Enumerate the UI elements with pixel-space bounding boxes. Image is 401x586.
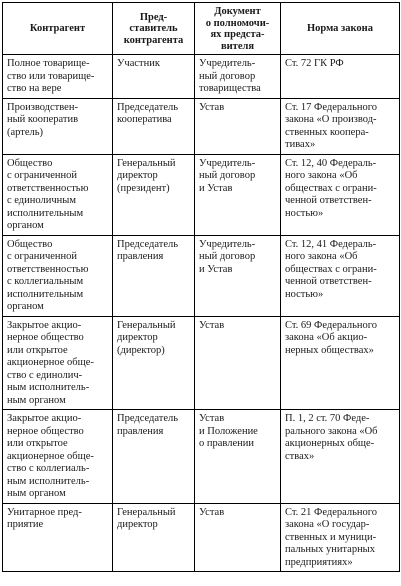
- header-legal-norm: Норма закона: [281, 3, 400, 55]
- header-authority-document: Документ о полномочи- ях предста- вителя: [195, 3, 281, 55]
- cell-norm: Ст. 69 Федерального закона «Об акцио- нерных обществах»: [281, 316, 400, 410]
- cell-norm: Ст. 21 Федерального закона «О государ- ственных и муници- пальных унитарных предприятиях»: [281, 503, 400, 572]
- cell-counterparty: Закрытое акцио- нерное общество или открытое акционерное обще- ство с коллегиаль- ным исполнитель- ным органом: [3, 410, 113, 504]
- table-row: [3, 55, 400, 99]
- cell-document: Устав: [195, 503, 281, 572]
- cell-representative: Генеральный директор (директор): [113, 316, 195, 410]
- cell-document: Учредитель- ный договор и Устав: [195, 235, 281, 316]
- cell-representative: Председатель правления: [113, 235, 195, 316]
- cell-counterparty: Унитарное пред- приятие: [3, 503, 113, 572]
- cell-representative: Генеральный директор: [113, 503, 195, 572]
- table-row: [3, 98, 400, 154]
- cell-norm: Ст. 12, 41 Федераль- ного закона «Об обществах с ограни- ченной ответствен- ностью»: [281, 235, 400, 316]
- table-header-row: [3, 3, 400, 55]
- table-row: [3, 235, 400, 316]
- table-row: [3, 503, 400, 572]
- cell-representative: Председатель правления: [113, 410, 195, 504]
- cell-document: Устав: [195, 98, 281, 154]
- cell-representative: Генеральный директор (президент): [113, 154, 195, 235]
- cell-counterparty: Общество с ограниченной ответственностью с коллегиальным исполнительным органом: [3, 235, 113, 316]
- cell-norm: Ст. 72 ГК РФ: [281, 55, 400, 99]
- cell-representative: Участник: [113, 55, 195, 99]
- cell-representative: Председатель кооператива: [113, 98, 195, 154]
- cell-document: Устав и Положение о правлении: [195, 410, 281, 504]
- cell-counterparty: Полное товарище- ство или товарище- ство на вере: [3, 55, 113, 99]
- header-representative: Пред- ставитель контрагента: [113, 3, 195, 55]
- cell-counterparty: Закрытое акцио- нерное общество или открытое акционерное обще- ство с единолич- ным исполнитель- ным органом: [3, 316, 113, 410]
- table-row: [3, 154, 400, 235]
- cell-norm: Ст. 17 Федерального закона «О производ- ственных коопера- тивах»: [281, 98, 400, 154]
- cell-counterparty: Производствен- ный кооператив (артель): [3, 98, 113, 154]
- representatives-table: [2, 2, 400, 572]
- table-row: [3, 316, 400, 410]
- table-row: [3, 410, 400, 504]
- cell-document: Устав: [195, 316, 281, 410]
- cell-counterparty: Общество с ограниченной ответственностью с единоличным исполнительным органом: [3, 154, 113, 235]
- cell-norm: П. 1, 2 ст. 70 Феде- рального закона «Об акционерных обще- ствах»: [281, 410, 400, 504]
- cell-document: Учредитель- ный договор товарищества: [195, 55, 281, 99]
- cell-document: Учредитель- ный договор и Устав: [195, 154, 281, 235]
- cell-norm: Ст. 12, 40 Федераль- ного закона «Об обществах с ограни- ченной ответствен- ностью»: [281, 154, 400, 235]
- header-counterparty: Контрагент: [3, 3, 113, 55]
